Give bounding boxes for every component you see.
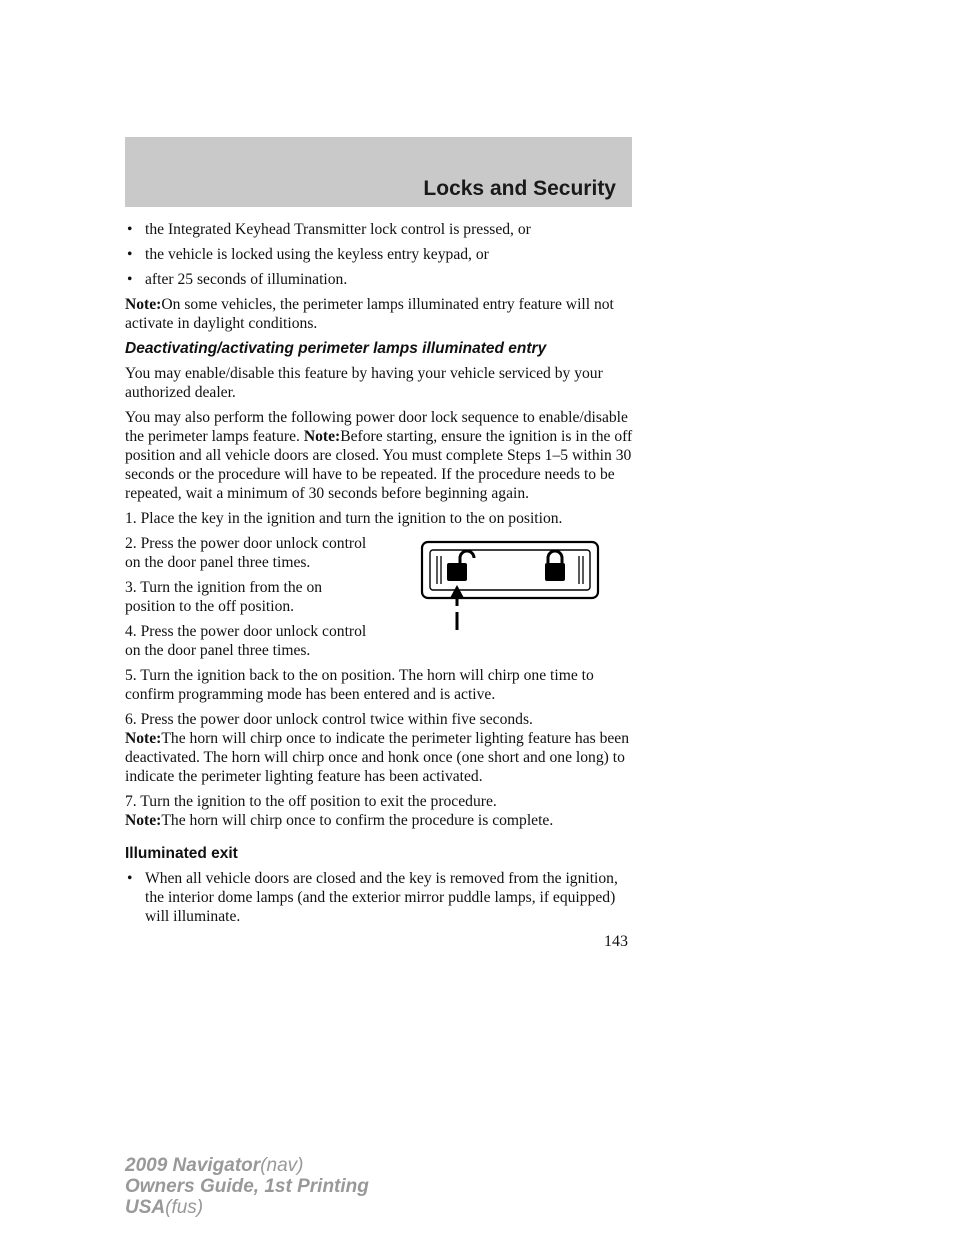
door-lock-switch-figure	[420, 536, 600, 636]
bullet-item	[125, 869, 635, 926]
bullet-item	[125, 245, 635, 264]
step-4: 4. Press the power door unlock control on the door panel three times.	[125, 623, 367, 659]
step-3: 3. Turn the ignition from the on position to the off position.	[125, 579, 323, 615]
step-2: 2. Press the power door unlock control on the door panel three times.	[125, 535, 367, 571]
step-text: 6. Press the power door unlock control twice within five seconds.	[125, 711, 533, 728]
step-5: 5. Turn the ignition back to the on position. The horn will chirp one time to confirm programming mode has been entered and is active.	[125, 667, 594, 703]
footer-model-code: (nav)	[260, 1155, 304, 1176]
note-text: Before starting, ensure the ignition is in the off position and all vehicle doors are closed. You must complete Steps 1–5 within 30 seconds or the procedure will have to be repeated. If the procedure needs to be repeated, wait a minimum of 30 seconds before beginning again.	[125, 428, 633, 502]
bullet-text: When all vehicle doors are closed and the key is removed from the ignition, the interior dome lamps (and the exterior mirror puddle lamps, if equipped) will illuminate.	[145, 870, 618, 925]
note-text: The horn will chirp once to confirm the procedure is complete.	[161, 812, 554, 829]
paragraph-text: You may also perform the following power door lock sequence to enable/disable the perimeter lamps feature.	[125, 409, 628, 445]
bullet-item	[125, 270, 635, 289]
note-label: Note:	[125, 812, 162, 829]
paragraph-sequence	[125, 408, 635, 503]
bullet-dot: •	[127, 870, 133, 887]
bullet-dot: •	[127, 246, 133, 263]
note-text: The horn will chirp once to indicate the perimeter lighting feature has been deactivated. The horn will chirp once and honk once (one short and one long) to indicate the perimeter lighting feature has been activated.	[125, 730, 630, 785]
footer-market: USA	[125, 1197, 166, 1218]
footer-line-3	[125, 1197, 369, 1218]
step-7	[125, 792, 635, 811]
paragraph-dealer: You may enable/disable this feature by having your vehicle serviced by your authorized dealer.	[125, 365, 603, 401]
steps-with-figure	[125, 534, 635, 660]
section-title: Locks and Security	[423, 177, 616, 200]
footer-model: 2009 Navigator	[125, 1155, 261, 1176]
footer-market-code: (fus)	[165, 1197, 204, 1218]
bullet-text: the vehicle is locked using the keyless entry keypad, or	[145, 246, 489, 263]
bullet-dot: •	[127, 271, 133, 288]
section-header-bar	[125, 137, 632, 207]
footer-line-2: Owners Guide, 1st Printing	[125, 1176, 369, 1197]
bullet-text: the Integrated Keyhead Transmitter lock control is pressed, or	[145, 221, 531, 238]
step-6	[125, 710, 635, 729]
page-number: 143	[604, 933, 628, 950]
note-label: Note:	[303, 428, 341, 445]
step-6-note	[125, 729, 635, 786]
illuminated-exit-heading: Illuminated exit	[125, 845, 238, 862]
page-content	[125, 220, 635, 932]
footer-print-info	[125, 1155, 369, 1218]
step-7-note	[125, 811, 635, 830]
step-text: 7. Turn the ignition to the off position to exit the procedure.	[125, 793, 497, 810]
note-label: Note:	[125, 296, 162, 313]
footer-line-1	[125, 1155, 369, 1176]
step-1: 1. Place the key in the ignition and turn the ignition to the on position.	[125, 510, 563, 527]
bullet-text: after 25 seconds of illumination.	[145, 271, 348, 288]
note-label: Note:	[125, 730, 162, 747]
note-text: On some vehicles, the perimeter lamps illuminated entry feature will not activate in daylight conditions.	[125, 296, 614, 332]
bullet-item	[125, 220, 635, 239]
bullet-dot: •	[127, 221, 133, 238]
note-daylight	[125, 295, 635, 333]
section-heading: Deactivating/activating perimeter lamps illuminated entry	[125, 340, 547, 357]
